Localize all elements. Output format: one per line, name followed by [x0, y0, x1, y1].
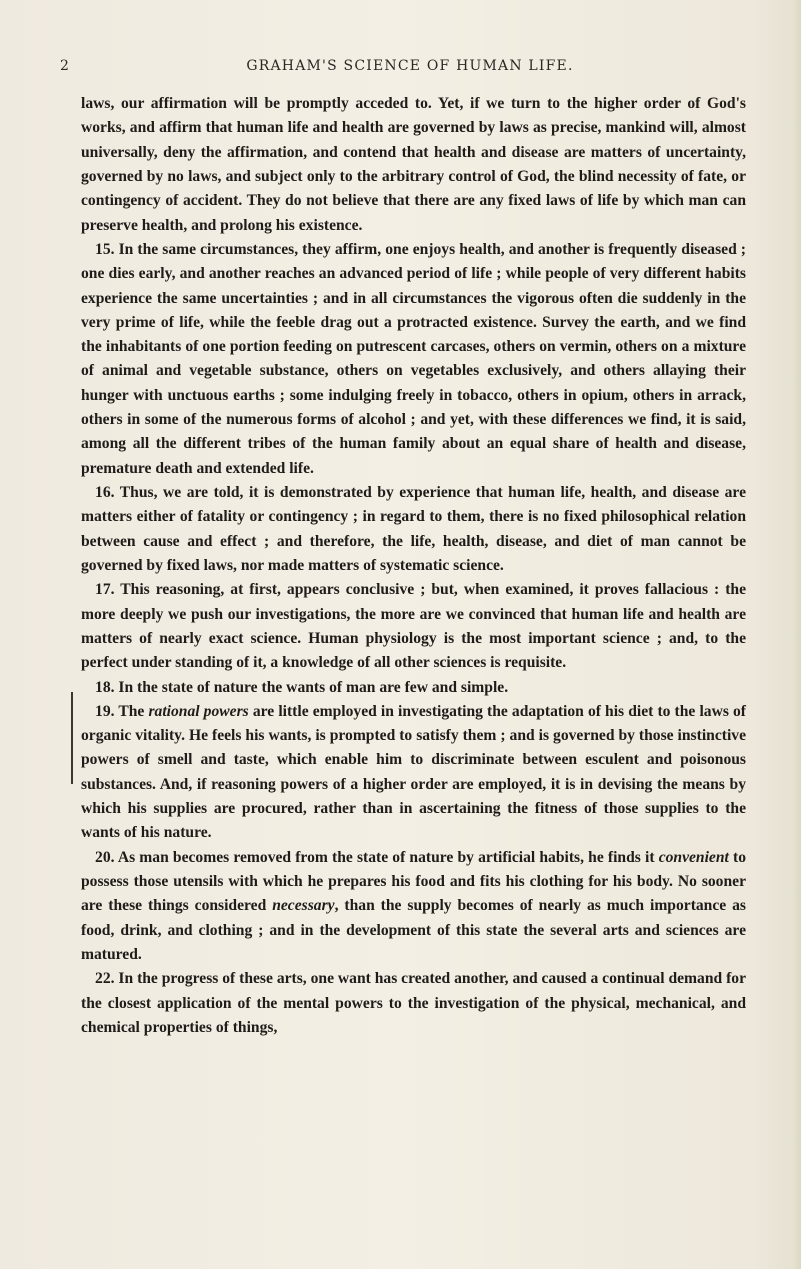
paragraph-17: [81, 578, 746, 675]
paragraph-continuation: [81, 92, 746, 238]
margin-pencil-mark: [71, 692, 73, 784]
paragraph-18: [81, 676, 746, 700]
paragraph-text: are little employed in investigating the adaptation of his diet to the laws of organic vitality. He feels his wants, is prompted to satisfy them ; and is governed by those instinctive powers of smell and taste, which enable him to discriminate between esculent and poisonous substances. And, if reasoning powers of a higher order are employed, it is in devising the means by which his supplies are procured, rather than in ascertaining the fitness of those supplies to the wants of his nature.: [81, 702, 746, 842]
paragraph-text: 15. In the same circumstances, they affirm, one enjoys health, and another is frequently diseased ; one dies early, and another reaches an advanced period of life ; while people of very different habits experience the same uncertainties ; and in all circumstances the vigorous often die suddenly in the very prime of life, while the feeble drag out a protracted existence. Survey the earth, and we find the inhabitants of one portion feeding on putrescent carcases, others on vermin, others on a mixture of animal and vegetable substance, others on vegetables exclusively, and others allaying their hunger with unctuous earths ; some indulging freely in tobacco, others in opium, others in arrack, others in some of the numerous forms of alcohol ; and yet, with these differences we find, it is said, among all the different tribes of the human family about an equal share of health and disease, premature death and extended life.: [81, 240, 746, 477]
page-number: 2: [60, 58, 71, 74]
paragraph-text: 22. In the progress of these arts, one want has created another, and caused a continual demand for the closest application of the mental powers to the investigation of the physical, mechanical, and chemical properties of things,: [81, 970, 746, 1036]
paragraph-text: 20. As man becomes removed from the state of nature by artificial habits, he finds it: [95, 848, 659, 866]
emphasis-convenient: convenient: [658, 848, 729, 866]
paragraph-19: [81, 700, 746, 846]
page-edge-shading: [779, 0, 801, 1269]
paragraph-text: laws, our affirmation will be promptly acceded to. Yet, if we turn to the higher order of God's works, and affirm that human life and health are governed by laws as precise, mankind will, almost universally, deny the affirmation, and contend that health and disease are matters of uncertainty, governed by no laws, and subject only to the arbitrary control of God, the blind necessity of fate, or contingency of accident. They do not believe that there are any fixed laws of life by which man can preserve health, and prolong his existence.: [81, 95, 746, 234]
paragraph-15: [81, 238, 746, 481]
emphasis-necessary: necessary: [272, 897, 335, 915]
running-title: GRAHAM'S SCIENCE OF HUMAN LIFE.: [246, 58, 574, 74]
paragraph-text: 17. This reasoning, at first, appears conclusive ; but, when examined, it proves fallacious : the more deeply we push our investigations, the more are we convinced that human life and health are matters of nearly exact science. Human physiology is the most important science ; and, to the perfect under standing of it, a knowledge of all other sciences is requisite.: [81, 581, 746, 672]
paragraph-22: [81, 967, 746, 1040]
paragraph-text: , than the supply becomes of nearly as much importance as food, drink, and clothing ; and in the development of this state the several arts and sciences are matured.: [81, 897, 746, 963]
paragraph-text: 18. In the state of nature the wants of man are few and simple.: [95, 678, 509, 696]
paragraph-text: to possess those utensils with which he prepares his food and fits his clothing for his body. No sooner are these things considered: [81, 848, 747, 915]
paragraph-text: 16. Thus, we are told, it is demonstrated by experience that human life, health, and disease are matters either of fatality or contingency ; in regard to them, there is no fixed philosophical relation between cause and effect ; and therefore, the life, health, disease, and diet of man cannot be governed by fixed laws, nor made matters of systematic science.: [81, 484, 746, 574]
paragraph-text: 19. The: [95, 702, 149, 720]
emphasis-rational-powers: rational powers: [148, 702, 249, 720]
paragraph-16: [81, 481, 746, 578]
running-head: [60, 58, 760, 80]
body-text: [81, 92, 746, 1040]
paragraph-20: [81, 846, 746, 968]
